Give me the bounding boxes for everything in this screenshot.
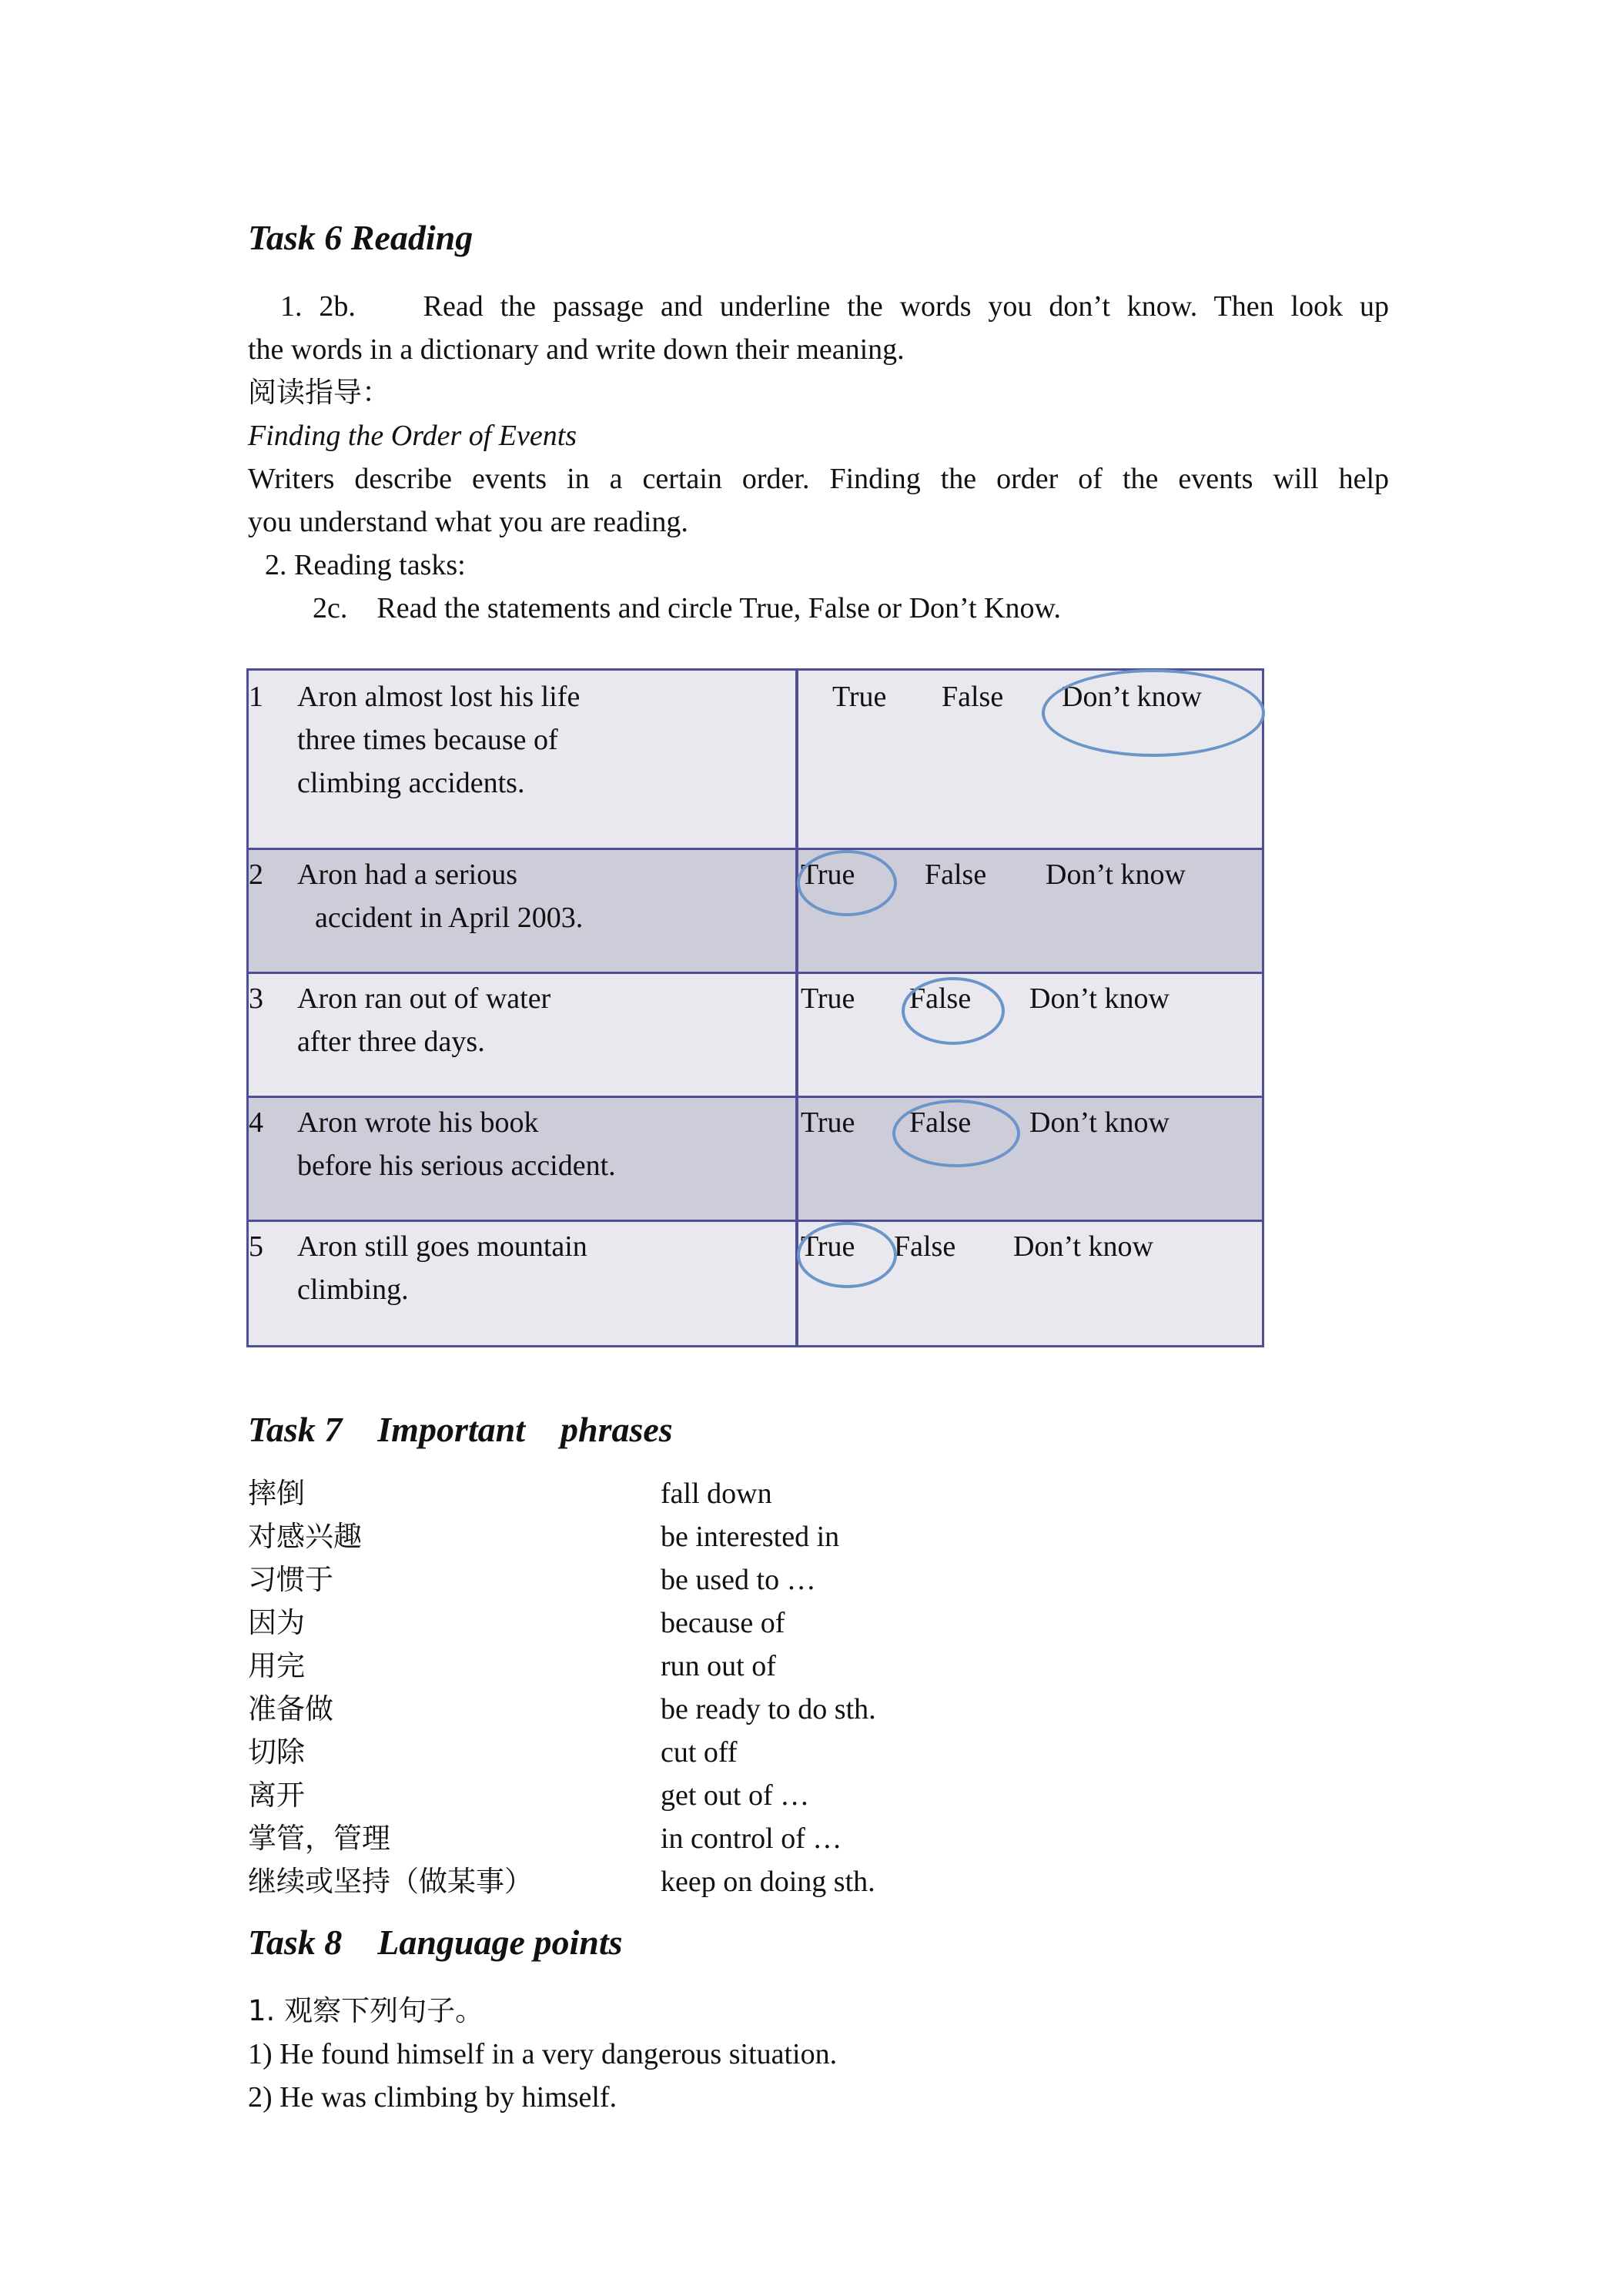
task7-heading: Task 7 Important phrases (248, 1410, 673, 1449)
table-row (246, 848, 1264, 974)
option-false[interactable]: False (909, 1106, 972, 1139)
option-dont-know[interactable]: Don’t know (1046, 858, 1186, 891)
statement-number: 3 (249, 982, 263, 1015)
statement-line: before his serious accident. (297, 1150, 616, 1182)
phrase-zh: 对感兴趣 (248, 1520, 362, 1553)
phrase-zh: 因为 (248, 1606, 305, 1639)
answer-circle (892, 1099, 1020, 1167)
option-true[interactable]: True (801, 1230, 855, 1263)
phrase-zh: 准备做 (248, 1692, 333, 1725)
column-divider (795, 671, 798, 848)
table-row (246, 972, 1264, 1098)
option-dont-know[interactable]: Don’t know (1013, 1230, 1153, 1263)
column-divider (795, 850, 798, 972)
phrase-zh: 摔倒 (248, 1477, 305, 1510)
option-dont-know[interactable]: Don’t know (1029, 982, 1170, 1015)
table-row (246, 1096, 1264, 1222)
statement-line: Aron wrote his book (297, 1106, 539, 1139)
phrase-zh: 习惯于 (248, 1563, 333, 1596)
option-false[interactable]: False (894, 1230, 956, 1263)
answer-circle (902, 977, 1005, 1045)
statement-line: after three days. (297, 1026, 485, 1058)
statement-line: Aron had a serious (297, 858, 517, 891)
phrase-zh: 用完 (248, 1649, 305, 1682)
task6-item1-line2: the words in a dictionary and write down their meaning. (248, 333, 905, 366)
option-false[interactable]: False (942, 681, 1004, 713)
statement-line: climbing. (297, 1274, 409, 1306)
phrase-en: fall down (661, 1478, 772, 1510)
option-true[interactable]: True (801, 1106, 855, 1139)
phrase-en: run out of (661, 1650, 776, 1682)
statement-number: 4 (249, 1106, 263, 1139)
phrase-zh: 切除 (248, 1735, 305, 1769)
table-row (246, 668, 1264, 850)
phrase-zh: 掌管，管理 (248, 1822, 390, 1855)
phrase-en: get out of … (661, 1779, 810, 1812)
table-row (246, 1220, 1264, 1347)
statement-line: three times because of (297, 724, 558, 756)
example-sentence-2: 2) He was climbing by himself. (248, 2081, 617, 2114)
option-dont-know[interactable]: Don’t know (1029, 1106, 1170, 1139)
reading-tasks-label: 2. Reading tasks: (265, 549, 466, 581)
reading-guide-line2: you understand what you are reading. (248, 506, 688, 538)
phrase-en: be ready to do sth. (661, 1693, 876, 1725)
phrase-zh: 离开 (248, 1779, 305, 1812)
column-divider (795, 974, 798, 1096)
answer-circle (797, 1222, 897, 1288)
answer-circle (1042, 669, 1265, 757)
task8-heading: Task 8 Language points (248, 1923, 623, 1962)
statement-number: 1 (249, 681, 263, 713)
statement-number: 2 (249, 858, 263, 891)
option-false[interactable]: False (925, 858, 987, 891)
reading-guide-line1: Writers describe events in a certain order. Finding the order of the events will help (248, 463, 1389, 495)
statement-line: Aron still goes mountain (297, 1230, 587, 1263)
phrase-en: cut off (661, 1736, 738, 1769)
instruction-2c: 2c. Read the statements and circle True, False or Don’t Know. (313, 592, 1061, 624)
phrase-en: keep on doing sth. (661, 1866, 875, 1898)
task8-item1: 1. 观察下列句子。 (248, 1994, 484, 2027)
statement-line: Aron ran out of water (297, 982, 551, 1015)
statement-line: climbing accidents. (297, 767, 525, 799)
phrase-en: in control of … (661, 1822, 842, 1855)
column-divider (795, 1222, 798, 1345)
reading-guide-title: Finding the Order of Events (248, 420, 577, 452)
phrase-en: be used to … (661, 1564, 816, 1596)
statement-number: 5 (249, 1230, 263, 1263)
statement-line: accident in April 2003. (315, 902, 584, 934)
phrase-zh: 继续或坚持（做某事） (248, 1865, 533, 1898)
option-dont-know[interactable]: Don’t know (1062, 681, 1202, 713)
option-true[interactable]: True (832, 681, 887, 713)
phrase-en: because of (661, 1607, 785, 1639)
task6-item1-line1: 1. 2b. Read the passage and underline the words you don’t know. Then look up (280, 290, 1389, 323)
option-true[interactable]: True (801, 858, 855, 891)
example-sentence-1: 1) He found himself in a very dangerous situation. (248, 2038, 838, 2070)
phrase-en: be interested in (661, 1521, 840, 1553)
task6-heading: Task 6 Reading (248, 218, 474, 257)
statement-line: Aron almost lost his life (297, 681, 581, 713)
option-false[interactable]: False (909, 982, 972, 1015)
answer-circle (797, 850, 897, 916)
option-true[interactable]: True (801, 982, 855, 1015)
reading-guide-label: 阅读指导： (248, 376, 390, 409)
column-divider (795, 1098, 798, 1220)
